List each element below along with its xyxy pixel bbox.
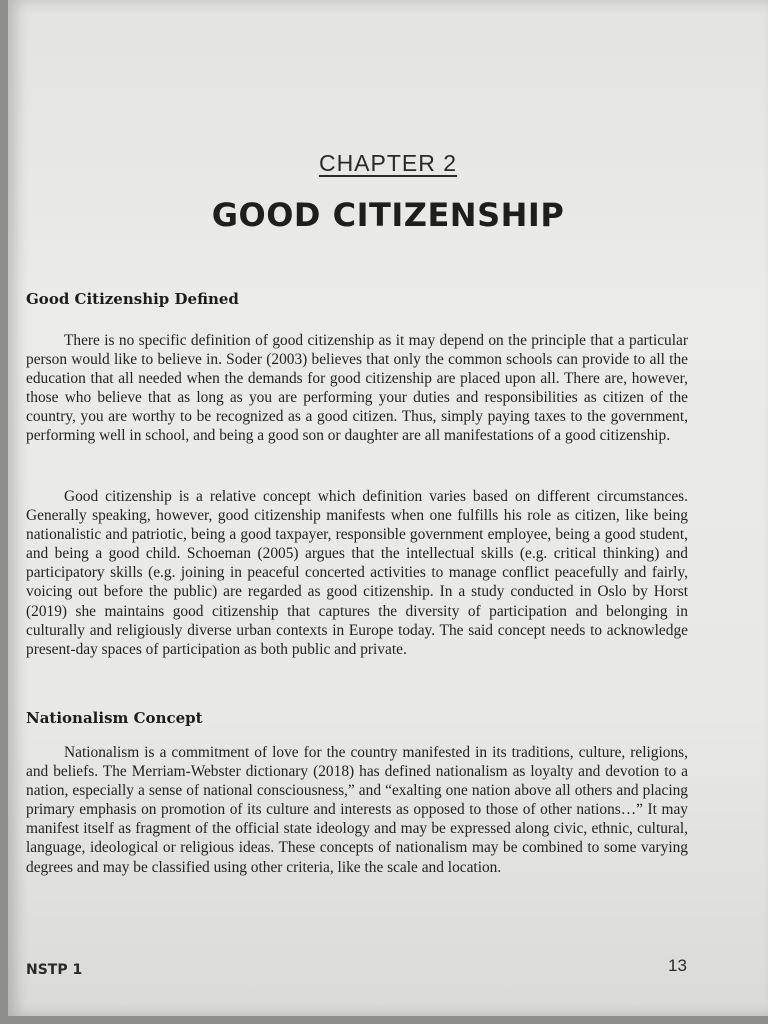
paragraph-citizenship-relative-concept: Good citizenship is a relative concept which definition varies based on different circumstances. Generally speaking, however, good citizenship manifests when one fulfills his role as citizen, like being nationalistic and patriotic, being a good taxpayer, responsible government employee, being a good student, and being a good child. Schoeman (2005) argues that the intellectual skills (e.g. critical thinking) and participatory skills (e.g. joining in peaceful concerted activities to manage conflict peacefully and fairly, voicing out before the public) are regarded as good citizenship. In a study conducted in Oslo by Horst (2019) she maintains good citizenship that captures the diversity of participation and belonging in culturally and religiously diverse urban contexts in Europe today. The said concept needs to acknowledge present-day spaces of participation as both public and private. (26, 488, 688, 658)
section-heading-good-citizenship-defined: Good Citizenship Defined (26, 290, 239, 308)
page-number: 13 (668, 956, 687, 975)
section-heading-nationalism-concept: Nationalism Concept (26, 709, 203, 727)
footer-course-label: NSTP 1 (26, 962, 83, 978)
paragraph-citizenship-definition: There is no specific definition of good citizenship as it may depend on the principle that a particular person would like to believe in. Soder (2003) believes that only the common schools can provide to all the education that all needed when the demands for good citizenship are placed upon all. There are, however, those who believe that as long as you are performing your duties and responsibilities as citizen of the country, you are worthy to be recognized as a good citizen. Thus, simply paying taxes to the government, performing well in school, and being a good son or daughter are all manifestations of a good citizenship. (26, 332, 688, 445)
document-page (8, 0, 768, 1016)
chapter-label: CHAPTER 2 (318, 150, 458, 176)
chapter-title: GOOD CITIZENSHIP (211, 196, 565, 234)
paragraph-nationalism: Nationalism is a commitment of love for the country manifested in its traditions, culture, religions, and beliefs. The Merriam-Webster dictionary (2018) has defined nationalism as loyalty and devotion to a nation, especially a sense of national consciousness,” and “exalting one nation above all others and placing primary emphasis on promotion of its culture and interests as opposed to those of other nations…” It may manifest itself as fragment of the official state ideology and may be expressed along civic, ethnic, cultural, language, ideological or religious ideas. These concepts of nationalism may be combined to some varying degrees and may be classified using other criteria, like the scale and location. (26, 744, 688, 876)
